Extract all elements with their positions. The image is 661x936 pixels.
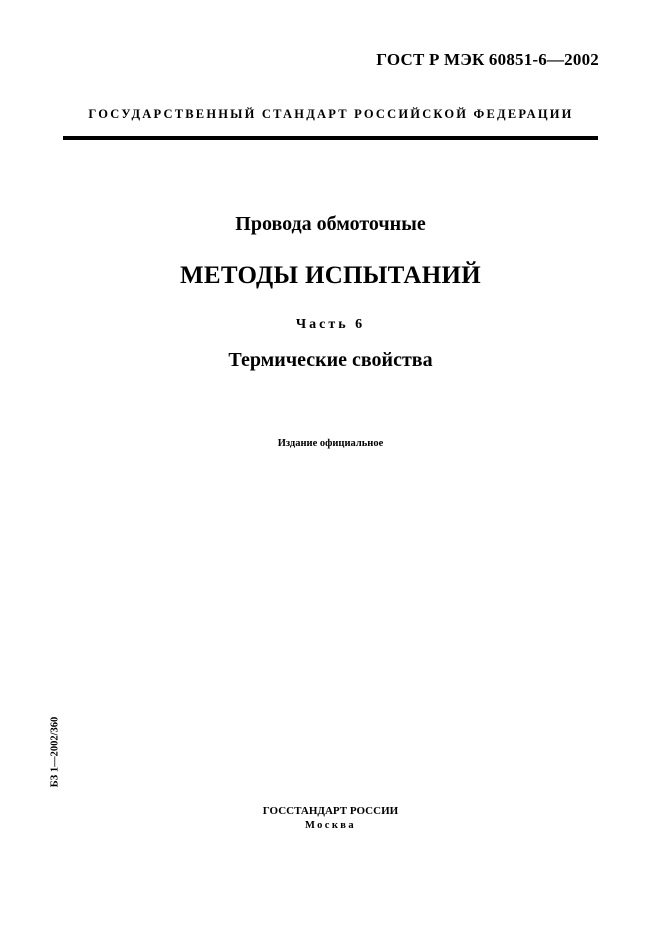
part-label: Часть 6 bbox=[295, 317, 366, 332]
document-main-title: МЕТОДЫ ИСПЫТАНИЙ bbox=[180, 262, 481, 289]
part-title: Термические свойства bbox=[228, 349, 433, 371]
edition-note: Издание официальное bbox=[277, 438, 384, 449]
header-divider bbox=[63, 136, 598, 140]
publisher-city: Москва bbox=[304, 820, 357, 831]
side-catalog-code: БЗ 1—2002/360 bbox=[49, 716, 61, 788]
document-subject: Провода обмоточные bbox=[235, 213, 426, 235]
state-standard-header: ГОСУДАРСТВЕННЫЙ СТАНДАРТ РОССИЙСКОЙ ФЕДЕРАЦИИ bbox=[88, 107, 574, 121]
publisher-name: ГОССТАНДАРТ РОССИИ bbox=[262, 805, 399, 817]
document-number: ГОСТ Р МЭК 60851-6—2002 bbox=[376, 50, 599, 69]
